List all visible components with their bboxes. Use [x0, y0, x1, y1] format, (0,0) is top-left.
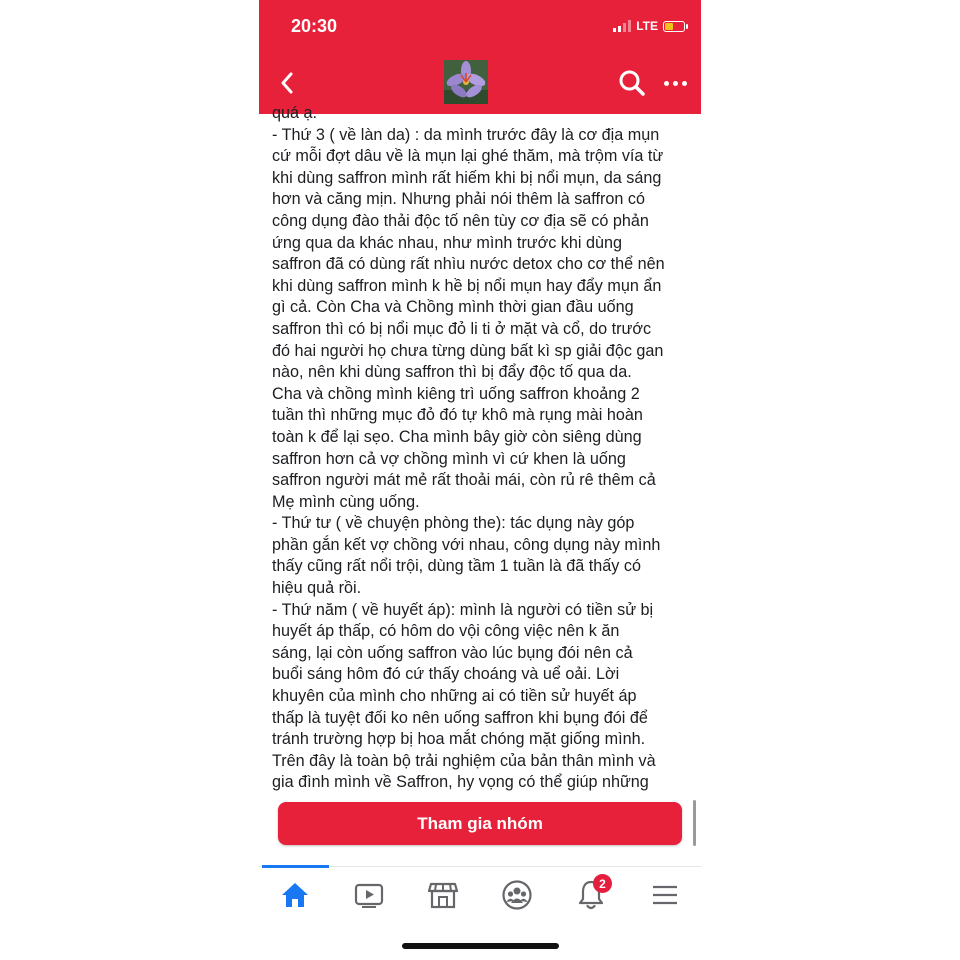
tab-home[interactable]	[273, 875, 317, 915]
post-text-line: thấy cũng rất nổi trội, dùng tầm 1 tuần là đã thấy có	[272, 557, 641, 576]
network-type: LTE	[636, 19, 658, 33]
back-button[interactable]	[273, 66, 301, 100]
home-icon	[280, 881, 310, 909]
post-text-line: nào, nên khi dùng saffron thì bị đẩy độc tố qua da.	[272, 363, 632, 382]
post-text-line: - Thứ 3 ( về làn da) : da mình trước đây là cơ địa mụn	[272, 125, 660, 144]
tab-groups[interactable]	[495, 875, 539, 915]
active-tab-indicator	[262, 865, 329, 868]
join-group-button[interactable]: Tham gia nhóm	[278, 802, 682, 845]
top-header	[259, 0, 701, 114]
status-indicators	[613, 19, 685, 33]
post-content[interactable]	[259, 104, 701, 792]
post-text-line: buổi sáng hôm đó cứ thấy choáng và uể oải. Lời	[272, 665, 620, 684]
chevron-left-icon	[280, 72, 294, 94]
post-text-line: hiệu quả rồi.	[272, 579, 362, 598]
post-text-line: tuần thì những mục đỏ đó tự khô mà rụng mài hoàn	[272, 406, 643, 425]
battery-icon	[663, 21, 685, 32]
more-horizontal-icon	[664, 81, 669, 86]
post-text-line: gì cả. Còn Cha và Chồng mình thời gian đầu uống	[272, 298, 634, 317]
signal-icon	[613, 20, 631, 32]
post-text-line: Cha và chồng mình kiêng trì uống saffron khoảng 2	[272, 384, 640, 403]
post-text-line: cứ mỗi đợt dâu về là mụn lại ghé thăm, mà trộm vía từ	[272, 147, 664, 166]
group-avatar[interactable]	[444, 60, 488, 104]
post-text-line: khi dùng saffron mình rất hiếm khi bị nổi mụn, da sáng	[272, 168, 662, 187]
post-text-line: saffron thì có bị nổi mục đỏ li ti ở mặt và cổ, do trước	[272, 319, 652, 338]
post-text-line: hơn và căng mịn. Nhưng phải nói thêm là saffron có	[272, 190, 645, 209]
post-text-line: thấp là tuyệt đối ko nên uống saffron khi bụng đói để	[272, 708, 648, 727]
scrollbar[interactable]	[693, 800, 696, 846]
post-text-line: huyết áp thấp, có hôm do vội công việc nên k ăn	[272, 622, 620, 641]
bottom-tab-bar	[259, 866, 701, 927]
post-text-line: ứng qua da khác nhau, như mình trước khi dùng	[272, 233, 622, 252]
post-text-line: saffron người mát mẻ rất thoải mái, còn rủ rê thêm cả	[272, 471, 656, 490]
post-text-line: - Thứ tư ( về chuyện phòng the): tác dụng này góp	[272, 514, 635, 533]
post-text-line: Trên đây là toàn bộ trải nghiệm của bản thân mình và	[272, 751, 656, 770]
search-button[interactable]	[617, 68, 647, 98]
post-body-text	[272, 103, 692, 794]
post-text-line: saffron hơn cả vợ chồng mình vì cứ khen là uống	[272, 449, 626, 468]
post-text-line: sáng, lại còn uống saffron vào lúc bụng đói nên cả	[272, 643, 633, 662]
notification-badge: 2	[593, 874, 612, 893]
post-text-line: toàn k để lại sẹo. Cha mình bây giờ còn siêng dùng	[272, 427, 642, 446]
saffron-flower-photo	[444, 60, 488, 104]
post-text-line: công dụng đào thải độc tố nên tùy cơ địa sẽ có phản	[272, 211, 649, 230]
groups-icon	[501, 879, 533, 911]
post-text-line: đó hai người họ chưa từng dùng bất kì sp giải độc gan	[272, 341, 664, 360]
post-text-line: khi dùng saffron mình k hề bị nổi mụn hay đẩy mụn ẩn	[272, 276, 662, 295]
post-text-line: - Thứ năm ( về huyết áp): mình là người có tiền sử bị	[272, 600, 654, 619]
phone-screen	[259, 0, 701, 960]
video-icon	[353, 881, 385, 909]
post-text-line: khuyên của mình cho những ai có tiền sử huyết áp	[272, 687, 637, 706]
post-text-line: tránh trường hợp bị hoa mắt chóng mặt giống mình.	[272, 730, 646, 749]
tab-notifications[interactable]	[569, 875, 613, 915]
marketplace-icon	[427, 880, 459, 910]
post-text-line: phần gắn kết vợ chồng với nhau, công dụng này mình	[272, 535, 661, 554]
menu-icon	[651, 883, 679, 907]
post-text-line: gia đình mình về Saffron, hy vọng có thể giúp những	[272, 773, 649, 792]
status-time: 20:30	[291, 16, 338, 36]
home-indicator	[402, 943, 559, 949]
tab-video[interactable]	[347, 875, 391, 915]
tab-menu[interactable]	[643, 875, 687, 915]
post-text-line: quá ạ.	[272, 104, 318, 122]
search-icon	[617, 68, 647, 98]
more-options-button[interactable]	[659, 72, 691, 94]
tab-marketplace[interactable]	[421, 875, 465, 915]
post-text-line: Mẹ mình cùng uống.	[272, 492, 420, 511]
post-text-line: saffron đã có dùng rất nhìu nước detox cho cơ thể nên	[272, 255, 665, 274]
